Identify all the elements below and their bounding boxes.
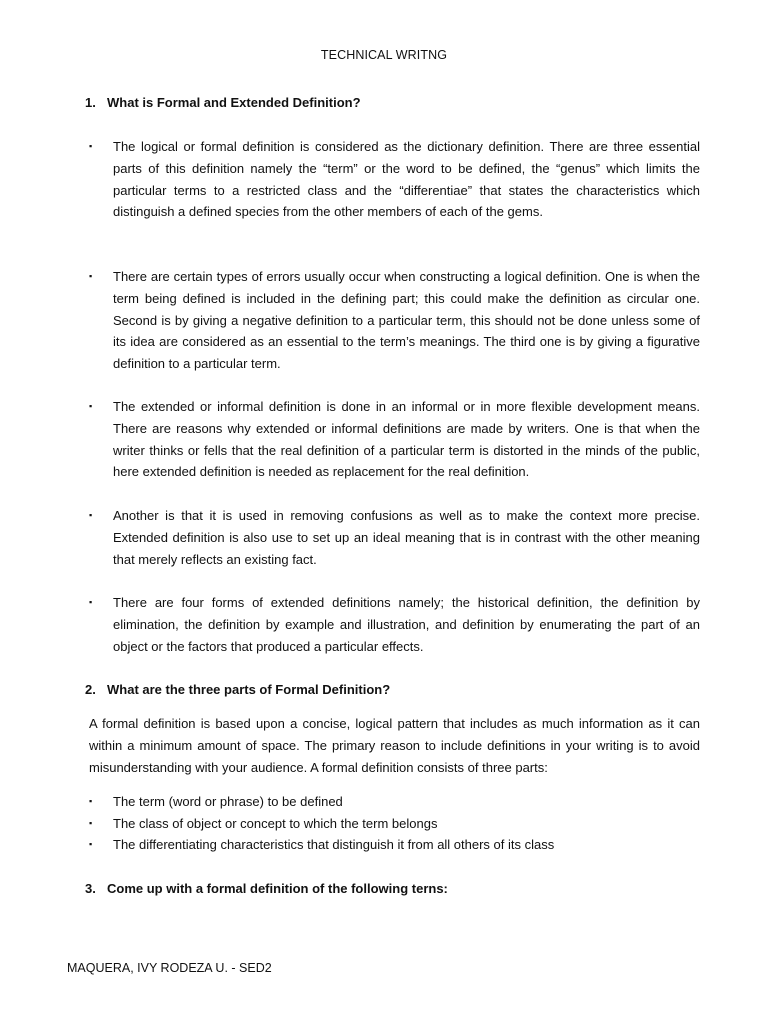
list-item bbox=[89, 791, 700, 813]
bullet-text: There are certain types of errors usually occur when constructing a logical definition. One is when the term being defined is included in the defining part; this could make the definition as circular one. Second is by giving a negative definition to a particular term, this should not be done unless some of its idea are considered as an essential to the term’s meanings. The third one is by giving a figurative definition to a particular term. bbox=[113, 269, 700, 372]
bullet-text: There are four forms of extended definitions namely; the historical definition, the definition by elimination, the definition by example and illustration, and definition by enumerating the part of an object or the factors that produced a particular effects. bbox=[113, 595, 700, 654]
bullet-text: The class of object or concept to which the term belongs bbox=[113, 815, 438, 831]
bullet-icon: ▪ bbox=[89, 141, 93, 151]
bullet-icon: ▪ bbox=[89, 271, 93, 281]
bullet-text: The logical or formal definition is considered as the dictionary definition. There are three essential parts of this definition namely the “term” or the word to be defined, the “genus” which limits the particular terms to a restricted class and the “differentiae” that states the characteristics which distinguish a defined species from the other members of each of the gems. bbox=[113, 139, 700, 220]
question-3-number: 3. bbox=[85, 881, 96, 896]
list-item bbox=[89, 505, 700, 570]
question-1-bullet-list bbox=[89, 396, 700, 483]
question-3-text: Come up with a formal definition of the following terns: bbox=[107, 881, 448, 896]
question-1-bullet-list bbox=[89, 136, 700, 223]
bullet-icon: ▪ bbox=[89, 401, 93, 411]
question-2-bullet-list bbox=[89, 791, 700, 856]
footer-author: MAQUERA, IVY RODEZA U. - SED2 bbox=[67, 961, 272, 975]
question-3-heading bbox=[85, 881, 448, 896]
bullet-text: The differentiating characteristics that distinguish it from all others of its class bbox=[113, 837, 555, 852]
question-1-text: What is Formal and Extended Definition? bbox=[107, 95, 361, 110]
bullet-text: The term (word or phrase) to be defined bbox=[113, 794, 343, 809]
list-item bbox=[89, 834, 700, 856]
list-item bbox=[89, 136, 700, 223]
bullet-text: Another is that it is used in removing confusions as well as to make the context more precise. Extended definition is also use to set up an ideal meaning that is in contrast with the other meaning that merely reflects an existing fact. bbox=[113, 508, 700, 567]
question-2-text: What are the three parts of Formal Definition? bbox=[107, 682, 391, 697]
list-item bbox=[89, 396, 700, 483]
question-1-number: 1. bbox=[85, 95, 96, 110]
bullet-icon: ▪ bbox=[89, 839, 93, 849]
bullet-icon: ▪ bbox=[89, 510, 93, 520]
question-1-bullet-list bbox=[89, 266, 700, 375]
question-1-bullet-list bbox=[89, 592, 700, 657]
question-1-heading bbox=[85, 95, 361, 110]
question-1-bullet-list bbox=[89, 505, 700, 570]
question-2-heading bbox=[85, 682, 390, 697]
list-item bbox=[89, 813, 700, 835]
bullet-icon: ▪ bbox=[89, 796, 93, 806]
question-2-number: 2. bbox=[85, 682, 96, 697]
bullet-icon: ▪ bbox=[89, 817, 93, 828]
document-title: TECHNICAL WRITNG bbox=[320, 48, 448, 62]
list-item bbox=[89, 266, 700, 375]
list-item bbox=[89, 592, 700, 657]
bullet-icon: ▪ bbox=[89, 597, 93, 607]
question-2-paragraph: A formal definition is based upon a concise, logical pattern that includes as much information as it can within a minimum amount of space. The primary reason to include definitions in your writing is to avoid misunderstanding with your audience. A formal definition consists of three parts: bbox=[89, 716, 700, 775]
bullet-text: The extended or informal definition is done in an informal or in more flexible development means. There are reasons why extended or informal definitions are made by writers. One is that when the writer thinks or fells that the real definition of a particular term is distorted in the minds of the public, here extended definition is needed as replacement for the real definition. bbox=[113, 399, 700, 480]
